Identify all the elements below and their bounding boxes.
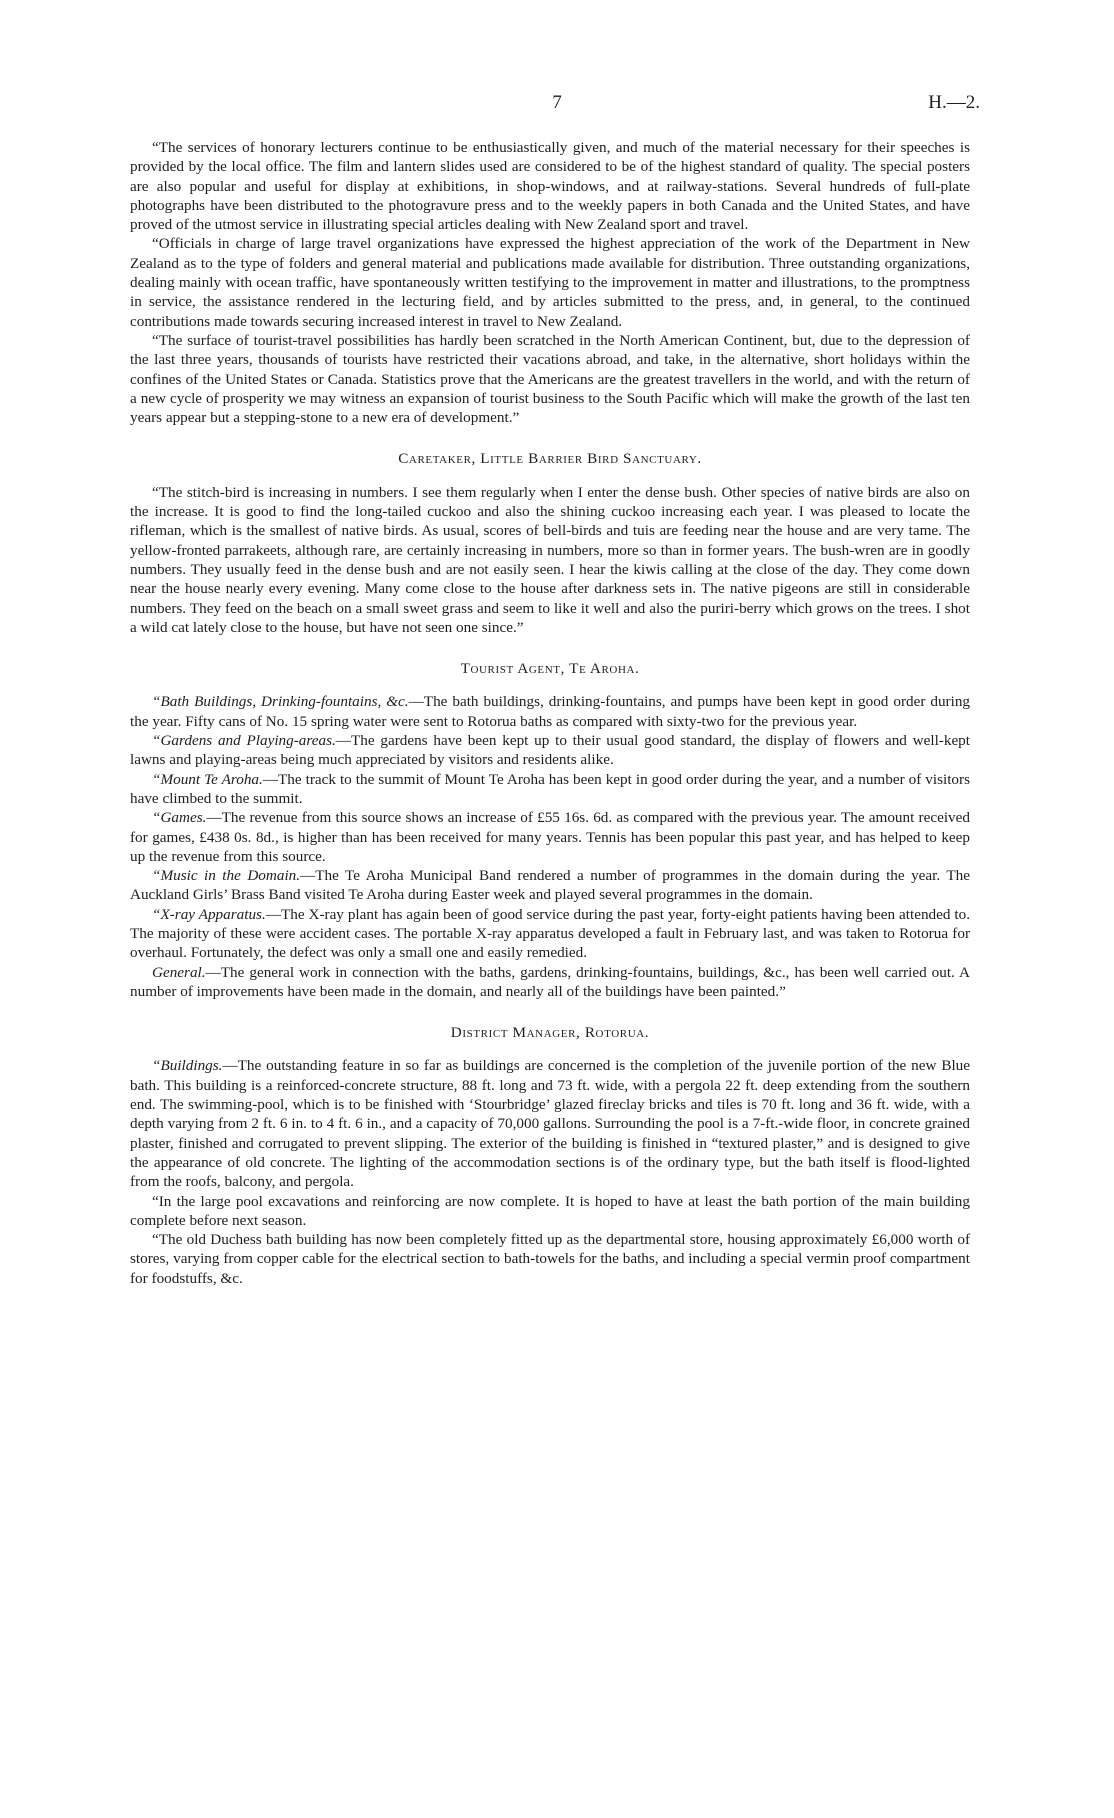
paragraph-label: “Buildings. xyxy=(152,1057,223,1075)
paragraph-text: —The general work in connection with the baths, gardens, drinking-fountains, buildings, &c., has been well carried out. A number of improvements have been made in the domain, and nearly all of the buildings have been painted.” xyxy=(130,963,970,1000)
paragraph-label: “Gardens and Playing-areas. xyxy=(152,732,336,750)
document-reference: H.—2. xyxy=(928,92,980,113)
paragraph-text: —The X-ray plant has again been of good service during the past year, forty-eight patients having been attended to. The majority of these were accident cases. The portable X-ray apparatus developed a fault in February last, and was taken to Rotorua for overhaul. Fortunately, the defect was only a small one and easily remedied. xyxy=(130,905,970,962)
paragraph-label: “X-ray Apparatus. xyxy=(152,905,266,923)
te-aroha-paragraph xyxy=(130,963,970,1002)
paragraph-text: —The revenue from this source shows an increase of £55 16s. 6d. as compared with the previous year. The amount received for games, £438 0s. 8d., is higher than has been received for many years. Tennis has been popular this past year, and has helped to keep up the revenue from this source. xyxy=(130,809,970,865)
paragraph-text: —The track to the summit of Mount Te Aroha has been kept in good order during the year, and a number of visitors have climbed to the summit. xyxy=(130,770,970,807)
paragraph-label: “Mount Te Aroha. xyxy=(152,770,263,788)
paragraph-text: —The bath buildings, drinking-fountains, and pumps have been kept in good order during the year. Fifty cans of No. 15 spring water were sent to Rotorua baths as compared with sixty-two for the previous year. xyxy=(130,693,971,730)
te-aroha-paragraph xyxy=(130,692,970,731)
paragraph-text: —The Te Aroha Municipal Band rendered a number of programmes in the domain during the year. The Auckland Girls’ Brass Band visited Te Aroha during Easter week and played several programmes in the domain. xyxy=(130,867,970,904)
section-heading-rotorua: District Manager, Rotorua. xyxy=(450,1024,650,1042)
rotorua-paragraph xyxy=(130,1056,970,1191)
paragraph-text: —The outstanding feature in so far as buildings are concerned is the completion of the juvenile portion of the new Blue bath. This building is a reinforced-concrete structure, 88 ft. long and 73 ft. wide, with a pergola 22 ft. deep extending from the southern end. The swimming-pool, which is to be finished with ‘Stourbridge’ glazed fireclay bricks and tiles is 70 ft. long and 36 ft. wide, with a depth varying from 2 ft. 6 in. to 4 ft. 6 in., and a capacity of 70,000 gallons. Surrounding the pool is a 7-ft.-wide floor, in concrete grained plaster, finished and corrugated to prevent slipping. The exterior of the building is finished in “textured plaster,” and is designed to give the appearance of old concrete. The lighting of the accommodation sections is of the ordinary type, but the bath itself is flood-lighted from the roofs, balcony, and pergola. xyxy=(130,1057,970,1191)
te-aroha-paragraph xyxy=(130,731,970,770)
page-number: 7 xyxy=(552,92,562,113)
te-aroha-paragraph xyxy=(130,808,970,866)
intro-paragraph: “The services of honorary lecturers continue to be enthusiastically given, and much of the material necessary for their speeches is provided by the local office. The film and lantern slides used are considered to be of the highest standard of quality. The special posters are also popular and useful for display at exhibitions, in shop-windows, and at railway-stations. Several hundreds of full-plate photographs have been distributed to the photogravure press and to the weekly papers in both Canada and the United States, and have proved of the utmost service in illustrating special articles dealing with New Zealand sport and travel. xyxy=(130,139,970,234)
rotorua-paragraph xyxy=(130,1192,970,1231)
te-aroha-paragraph xyxy=(130,866,970,905)
te-aroha-paragraph xyxy=(130,770,970,809)
paragraph-text: “In the large pool excavations and reinforcing are now complete. It is hoped to have at least the bath portion of the main building complete before next season. xyxy=(130,1192,970,1229)
section-heading-te-aroha: Tourist Agent, Te Aroha. xyxy=(460,660,640,678)
intro-paragraph: “Officials in charge of large travel organizations have expressed the highest appreciation of the work of the Department in New Zealand as to the type of folders and general material and publications made available for distribution. Three outstanding organizations, dealing mainly with ocean traffic, have spontaneously written testifying to the improvement in matter and illustrations, to the promptness in service, the assistance rendered in the lecturing field, and by articles submitted to the press, and, in general, to the continued contributions made towards securing increased interest in travel to New Zealand. xyxy=(130,235,970,330)
paragraph-label: “Music in the Domain. xyxy=(152,867,301,885)
report-body xyxy=(130,138,970,1288)
intro-paragraph: “The surface of tourist-travel possibilities has hardly been scratched in the North American Continent, but, due to the depression of the last three years, thousands of tourists have restricted their vacations abroad, and take, in the alternative, short holidays within the confines of the United States or Canada. Statistics prove that the Americans are the greatest travellers in the world, and with the return of a new cycle of prosperity we may witness an expansion of tourist business to the South Pacific which will make the growth of the last ten years appear but a stepping-stone to a new era of development.” xyxy=(130,331,970,427)
bird-sanctuary-paragraph: “The stitch-bird is increasing in numbers. I see them regularly when I enter the dense bush. Other species of native birds are also on the increase. It is good to find the long-tailed cuckoo and also the shining cuckoo increasing each year. I was pleased to locate the rifleman, which is the smallest of native birds. As usual, scores of bell-birds and tuis are feeding near the house and are very tame. The yellow-fronted parrakeets, although rare, are certainly increasing in numbers, more so than in former years. The bush-wren are in goodly numbers. They usually feed in the dense bush and are not easily seen. I hear the kiwis calling at the close of the day. They come down near the house nearly every evening. Many come close to the house after darkness sets in. The native pigeons are still in considerable numbers. They feed on the beach on a small sweet grass and seem to like it well and also the puriri-berry which grows on the trees. I shot a wild cat lately close to the house, but have not seen one since.” xyxy=(130,483,970,636)
section-heading-bird-sanctuary: Caretaker, Little Barrier Bird Sanctuary. xyxy=(398,450,702,468)
paragraph-text: “The old Duchess bath building has now been completely fitted up as the departmental store, housing approximately £6,000 worth of stores, varying from copper cable for the electrical section to bath-towels for the baths, and including a special vermin proof compartment for foodstuffs, &c. xyxy=(130,1231,970,1287)
paragraph-label: General. xyxy=(152,963,206,981)
paragraph-label: “Games. xyxy=(152,809,207,827)
te-aroha-paragraph xyxy=(130,905,970,963)
paragraph-text: —The gardens have been kept up to their usual good standard, the display of flowers and well-kept lawns and playing-areas being much appreciated by visitors and residents alike. xyxy=(130,732,970,769)
rotorua-paragraph xyxy=(130,1230,970,1288)
paragraph-label: “Bath Buildings, Drinking-fountains, &c. xyxy=(152,693,409,711)
